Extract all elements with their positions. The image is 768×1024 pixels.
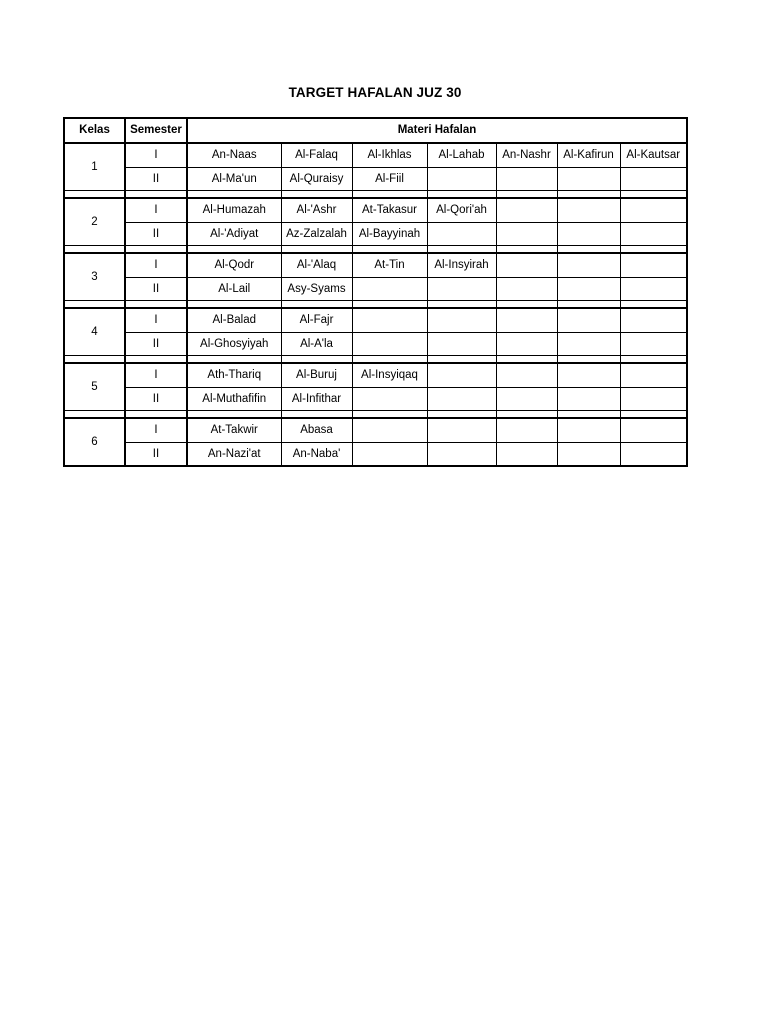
table-row <box>64 388 687 411</box>
materi-cell: Al-Kautsar <box>620 143 687 168</box>
materi-cell: Al-Bayyinah <box>352 223 427 246</box>
kelas-cell: 6 <box>64 418 125 466</box>
spacer-cell <box>427 356 496 364</box>
semester-cell: I <box>125 418 187 443</box>
spacer-cell <box>427 301 496 309</box>
kelas-cell: 4 <box>64 308 125 356</box>
spacer-cell <box>281 191 352 199</box>
materi-cell: Al-Falaq <box>281 143 352 168</box>
header-kelas: Kelas <box>64 118 125 143</box>
materi-cell <box>557 363 620 388</box>
semester-cell: II <box>125 388 187 411</box>
spacer-cell <box>125 191 187 199</box>
materi-cell <box>496 363 557 388</box>
kelas-cell: 2 <box>64 198 125 246</box>
kelas-cell: 3 <box>64 253 125 301</box>
header-materi-hafalan: Materi Hafalan <box>187 118 687 143</box>
materi-cell: Al-Qodr <box>187 253 281 278</box>
materi-cell <box>427 168 496 191</box>
materi-cell <box>496 253 557 278</box>
materi-cell <box>620 363 687 388</box>
materi-cell <box>620 278 687 301</box>
spacer-cell <box>427 246 496 254</box>
semester-cell: II <box>125 333 187 356</box>
spacer-cell <box>352 191 427 199</box>
table-row <box>64 198 687 223</box>
materi-cell <box>352 308 427 333</box>
materi-cell: An-Naba' <box>281 443 352 467</box>
materi-cell <box>557 278 620 301</box>
semester-cell: II <box>125 443 187 467</box>
materi-cell <box>352 388 427 411</box>
materi-cell: Al-'Ashr <box>281 198 352 223</box>
materi-cell: At-Takwir <box>187 418 281 443</box>
spacer-cell <box>187 411 281 419</box>
spacer-row <box>64 191 687 199</box>
spacer-cell <box>187 301 281 309</box>
materi-cell <box>496 223 557 246</box>
table-row <box>64 253 687 278</box>
spacer-cell <box>352 356 427 364</box>
materi-cell <box>620 308 687 333</box>
materi-cell: Al-Fajr <box>281 308 352 333</box>
spacer-cell <box>281 301 352 309</box>
materi-cell <box>620 223 687 246</box>
semester-cell: I <box>125 308 187 333</box>
materi-cell <box>496 443 557 467</box>
spacer-cell <box>620 301 687 309</box>
materi-cell <box>496 198 557 223</box>
spacer-row <box>64 301 687 309</box>
materi-cell <box>557 443 620 467</box>
semester-cell: II <box>125 168 187 191</box>
materi-cell <box>427 333 496 356</box>
table-row <box>64 333 687 356</box>
spacer-cell <box>620 411 687 419</box>
materi-cell <box>352 278 427 301</box>
semester-cell: I <box>125 143 187 168</box>
semester-cell: I <box>125 253 187 278</box>
materi-cell <box>620 418 687 443</box>
materi-cell: Al-Balad <box>187 308 281 333</box>
semester-cell: II <box>125 223 187 246</box>
spacer-row <box>64 356 687 364</box>
spacer-cell <box>187 246 281 254</box>
table-row <box>64 363 687 388</box>
materi-cell: Al-Ma'un <box>187 168 281 191</box>
materi-cell: Al-A'la <box>281 333 352 356</box>
materi-cell <box>620 333 687 356</box>
table-row <box>64 143 687 168</box>
spacer-cell <box>557 356 620 364</box>
semester-cell: I <box>125 363 187 388</box>
materi-cell <box>352 333 427 356</box>
materi-cell <box>496 333 557 356</box>
spacer-cell <box>557 246 620 254</box>
spacer-cell <box>557 191 620 199</box>
hafalan-table <box>63 117 688 467</box>
materi-cell <box>620 443 687 467</box>
materi-cell <box>557 223 620 246</box>
spacer-cell <box>64 246 125 254</box>
table-row <box>64 418 687 443</box>
materi-cell: Al-Quraisy <box>281 168 352 191</box>
materi-cell <box>620 253 687 278</box>
spacer-cell <box>281 356 352 364</box>
materi-cell: Al-Insyirah <box>427 253 496 278</box>
materi-cell: An-Naas <box>187 143 281 168</box>
spacer-cell <box>620 246 687 254</box>
table-row <box>64 168 687 191</box>
spacer-cell <box>64 356 125 364</box>
materi-cell: Al-Ghosyiyah <box>187 333 281 356</box>
materi-cell <box>620 168 687 191</box>
spacer-cell <box>496 356 557 364</box>
materi-cell <box>427 278 496 301</box>
materi-cell <box>557 388 620 411</box>
spacer-cell <box>496 246 557 254</box>
materi-cell <box>557 253 620 278</box>
table-header-row <box>64 118 687 143</box>
page-title: TARGET HAFALAN JUZ 30 <box>288 85 462 100</box>
table-row <box>64 278 687 301</box>
materi-cell: An-Nashr <box>496 143 557 168</box>
materi-cell <box>496 168 557 191</box>
spacer-cell <box>125 301 187 309</box>
materi-cell <box>496 418 557 443</box>
materi-cell <box>352 418 427 443</box>
spacer-row <box>64 411 687 419</box>
materi-cell: Al-Lahab <box>427 143 496 168</box>
spacer-cell <box>352 301 427 309</box>
spacer-cell <box>427 411 496 419</box>
materi-cell <box>557 168 620 191</box>
spacer-cell <box>187 356 281 364</box>
materi-cell: Asy-Syams <box>281 278 352 301</box>
spacer-cell <box>125 411 187 419</box>
spacer-cell <box>496 411 557 419</box>
header-semester: Semester <box>125 118 187 143</box>
materi-cell: Al-Qori'ah <box>427 198 496 223</box>
materi-cell <box>427 363 496 388</box>
materi-cell <box>557 198 620 223</box>
spacer-cell <box>187 191 281 199</box>
materi-cell <box>496 278 557 301</box>
spacer-cell <box>496 191 557 199</box>
materi-cell: Al-Kafirun <box>557 143 620 168</box>
semester-cell: II <box>125 278 187 301</box>
materi-cell <box>496 388 557 411</box>
materi-cell: Al-'Alaq <box>281 253 352 278</box>
materi-cell: Al-Humazah <box>187 198 281 223</box>
spacer-cell <box>352 246 427 254</box>
materi-cell: Al-'Adiyat <box>187 223 281 246</box>
materi-cell: An-Nazi'at <box>187 443 281 467</box>
materi-cell <box>427 418 496 443</box>
materi-cell: At-Tin <box>352 253 427 278</box>
spacer-cell <box>620 356 687 364</box>
materi-cell <box>352 443 427 467</box>
materi-cell: Ath-Thariq <box>187 363 281 388</box>
materi-cell <box>620 388 687 411</box>
spacer-row <box>64 246 687 254</box>
materi-cell <box>557 418 620 443</box>
spacer-cell <box>64 191 125 199</box>
spacer-cell <box>125 356 187 364</box>
materi-cell: At-Takasur <box>352 198 427 223</box>
spacer-cell <box>352 411 427 419</box>
materi-cell <box>557 308 620 333</box>
table-row <box>64 223 687 246</box>
materi-cell <box>427 443 496 467</box>
materi-cell <box>620 198 687 223</box>
spacer-cell <box>64 301 125 309</box>
materi-cell <box>427 308 496 333</box>
spacer-cell <box>125 246 187 254</box>
materi-cell <box>557 333 620 356</box>
materi-cell: Al-Ikhlas <box>352 143 427 168</box>
spacer-cell <box>64 411 125 419</box>
kelas-cell: 5 <box>64 363 125 411</box>
spacer-cell <box>557 301 620 309</box>
materi-cell: Al-Muthafifin <box>187 388 281 411</box>
materi-cell: Al-Insyiqaq <box>352 363 427 388</box>
spacer-cell <box>557 411 620 419</box>
materi-cell: Az-Zalzalah <box>281 223 352 246</box>
table-row <box>64 308 687 333</box>
semester-cell: I <box>125 198 187 223</box>
spacer-cell <box>620 191 687 199</box>
spacer-cell <box>281 411 352 419</box>
spacer-cell <box>427 191 496 199</box>
materi-cell: Al-Infithar <box>281 388 352 411</box>
materi-cell: Al-Lail <box>187 278 281 301</box>
materi-cell <box>427 388 496 411</box>
kelas-cell: 1 <box>64 143 125 191</box>
materi-cell <box>427 223 496 246</box>
materi-cell: Al-Fiil <box>352 168 427 191</box>
table-row <box>64 443 687 467</box>
materi-cell: Abasa <box>281 418 352 443</box>
spacer-cell <box>496 301 557 309</box>
materi-cell <box>496 308 557 333</box>
spacer-cell <box>281 246 352 254</box>
materi-cell: Al-Buruj <box>281 363 352 388</box>
